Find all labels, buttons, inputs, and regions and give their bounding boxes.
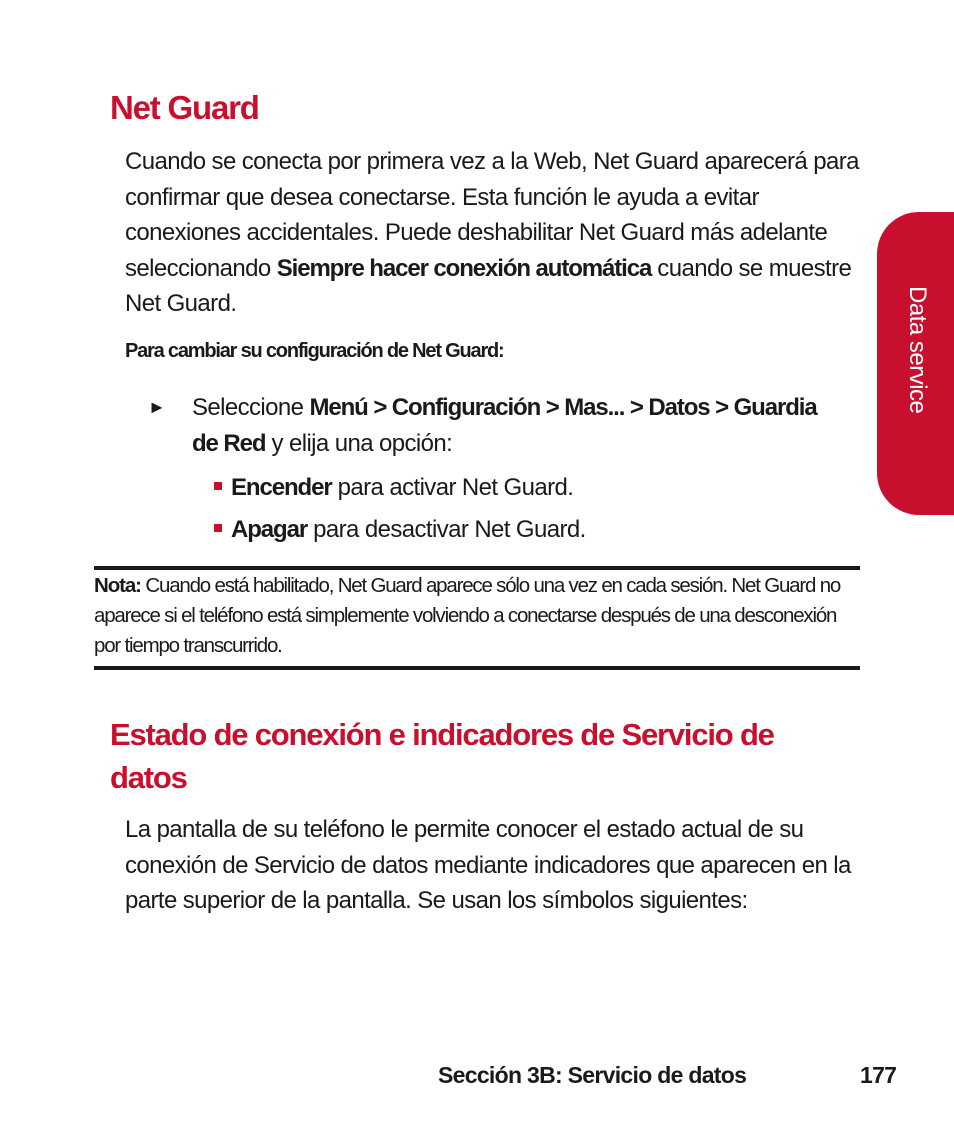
option-list-item	[214, 470, 814, 506]
status-paragraph: La pantalla de su teléfono le permite conocer el estado actual de su conexión de Servicio de datos mediante indicadores que aparecen en la parte superior de la pantalla. Se usan los símbolos siguientes:	[125, 816, 851, 914]
square-bullet-icon	[214, 482, 222, 490]
note-top-rule	[94, 566, 860, 570]
note-box	[94, 571, 864, 661]
menu-path: Menú > Configuración > Mas... > Datos > Guardia de Red	[192, 394, 817, 457]
step-text-intro: Seleccione	[192, 394, 310, 421]
paragraph-text-end: cuando se muestre Net Guard.	[125, 254, 852, 317]
option-description: para desactivar Net Guard.	[307, 516, 586, 543]
section-title-net-guard: Net Guard	[110, 89, 259, 126]
page-footer	[438, 1062, 908, 1096]
step-text	[192, 390, 832, 461]
note-text: Cuando está habilitado, Net Guard aparece sólo una vez en cada sesión. Net Guard no aparece si el teléfono está simplemente volviendo a conectarse después de una desconexión por tiempo transcurrido.	[94, 574, 841, 657]
note-bottom-rule	[94, 666, 860, 670]
note-label: Nota:	[94, 574, 141, 597]
square-bullet-icon	[214, 524, 222, 532]
option-name: Apagar	[231, 516, 308, 543]
side-tab-label: Data service	[904, 286, 931, 414]
page-number: 177	[860, 1062, 897, 1088]
option-description: para activar Net Guard.	[331, 474, 574, 501]
step-text-end: y elija una opción:	[265, 429, 453, 457]
paragraph-bold-option: Siempre hacer conexión automática	[276, 254, 652, 282]
section-title-status: Estado de conexión e indicadores de Servicio de datos	[110, 717, 774, 795]
paragraph-text: Cuando se conecta por primera vez a la Web, Net Guard aparecerá para confirmar que desea conectarse. Esta función le ayuda a evitar conexiones accidentales. Puede deshabilitar Net Guard más adelante seleccionando	[125, 148, 859, 282]
step-arrow-icon: ►	[148, 397, 166, 417]
footer-section-title: Sección 3B: Servicio de datos	[438, 1062, 747, 1088]
procedure-subheading: Para cambiar su configuración de Net Guard:	[125, 340, 504, 362]
option-name: Encender	[231, 474, 332, 501]
net-guard-paragraph	[125, 144, 865, 322]
option-list-item	[214, 512, 814, 548]
